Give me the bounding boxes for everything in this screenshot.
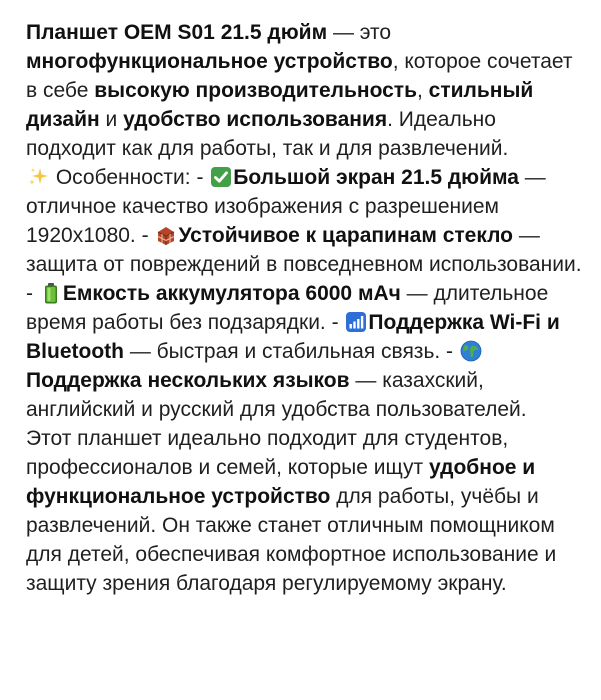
check-mark-icon: [210, 166, 232, 188]
summary-paragraph: Этот планшет идеально подходит для студентов, профессионалов и семей, которые ищут удобное и функциональное устройство для работы, учёбы и развлечений. Он также станет отличным помощником для детей, обеспечивая комфортное использование и защиту зрения благодаря регулируемому экрану.: [26, 427, 557, 595]
signal-bars-icon: [345, 311, 367, 333]
intro-paragraph: Планшет OEM S01 21.5 дюйм — это многофункциональное устройство, которое сочетает в себе высокую производительность, стильный дизайн и удобство использования. Идеально подходит как для работы, так и для развлечений.: [26, 21, 573, 160]
battery-icon: [40, 282, 62, 304]
product-title: Планшет OEM S01 21.5 дюйм: [26, 21, 328, 44]
sparkles-icon: [27, 166, 49, 188]
features-paragraph: Особенности: - Большой экран 21.5 дюйма — отличное качество изображения с разрешением 1920x1080. - Устойчивое к царапинам стекло — защита от повреждений в повседневном использовании. - Емкость аккумулятора 6000 мАч — длительное время работы без подзарядки. - Поддержка Wi-Fi и Bluetooth — быстрая и стабильная связь. - Поддержка нескольких языков — казахский, английский и русский для удобства пользователей.: [26, 166, 582, 421]
globe-icon: [460, 340, 482, 362]
product-description: [26, 18, 586, 598]
bricks-icon: [155, 224, 177, 246]
